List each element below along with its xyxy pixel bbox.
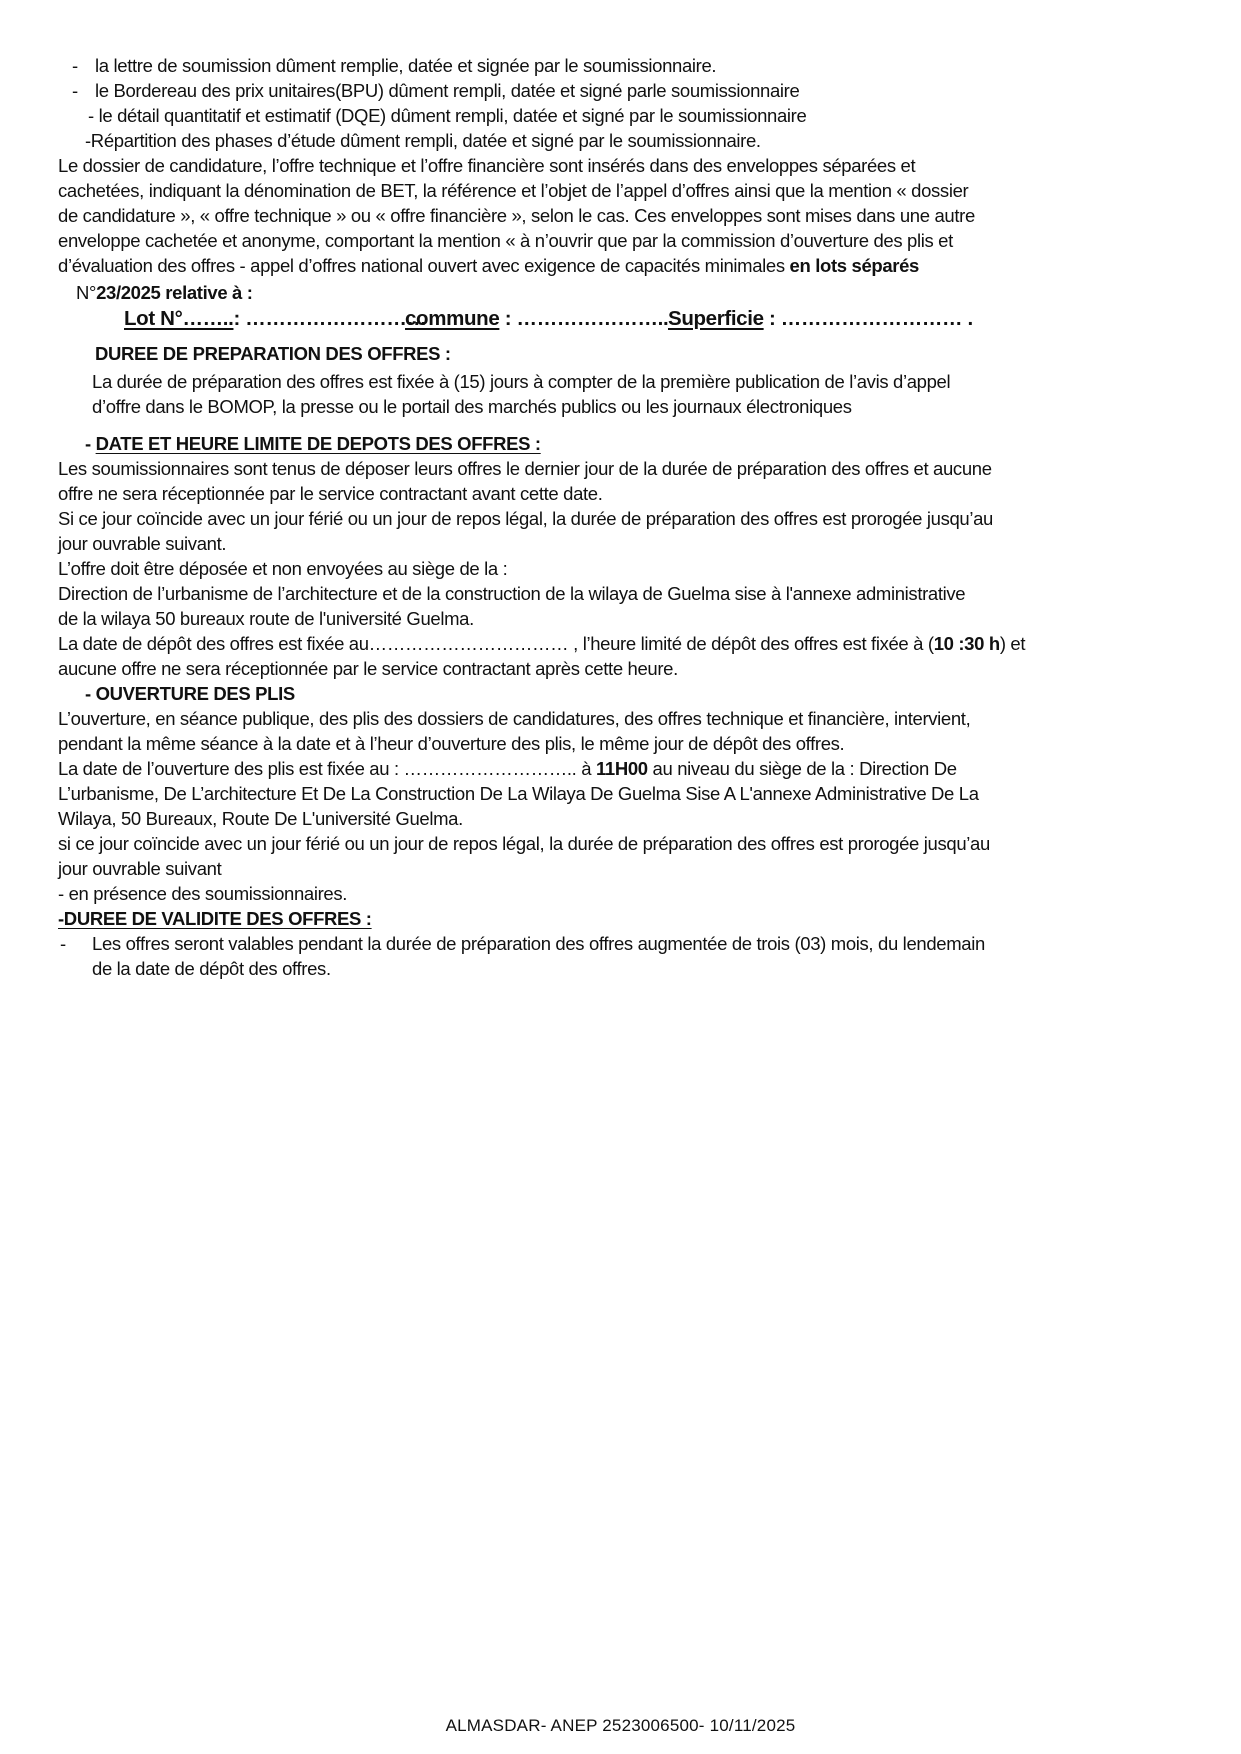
ref-prefix: N° (76, 282, 97, 303)
paragraph-line: enveloppe cachetée et anonyme, comportant la mention « à n’ouvrir que par la commission d’ouverture des plis et (58, 230, 953, 251)
list-item-text: la lettre de soumission dûment remplie, datée et signée par le soumissionnaire. (95, 55, 717, 76)
reference-number: 23/2025 relative à : (96, 282, 253, 303)
lot-field: : ……………………… (233, 307, 427, 330)
paragraph-line: de la date de dépôt des offres. (92, 958, 331, 979)
paragraph-text: au niveau du siège de la : Direction De (647, 758, 957, 779)
paragraph-line: d’offre dans le BOMOP, la presse ou le portail des marchés publics ou les journaux électroniques (92, 396, 852, 417)
paragraph-line: Les offres seront valables pendant la durée de préparation des offres augmentée de trois (03) mois, du lendemain (92, 933, 985, 954)
paragraph-line: - en présence des soumissionnaires. (58, 883, 348, 904)
paragraph-line: Le dossier de candidature, l’offre technique et l’offre financière sont insérés dans des enveloppes séparées et (58, 155, 916, 176)
paragraph-line: Wilaya, 50 Bureaux, Route De L'université Guelma. (58, 808, 463, 829)
section-heading: DUREE DE PREPARATION DES OFFRES : (95, 343, 451, 364)
superficie-label: Superficie (668, 307, 764, 330)
paragraph-line: si ce jour coïncide avec un jour férié ou un jour de repos légal, la durée de préparation des offres est prorogée jusqu’au (58, 833, 990, 854)
opening-date-text: La date de l’ouverture des plis est fixée au : ……………………….. à (58, 758, 596, 779)
paragraph-line: de candidature », « offre technique » ou « offre financière », selon le cas. Ces enveloppes sont mises dans une autre (58, 205, 975, 226)
list-item (72, 53, 717, 79)
list-item: -Répartition des phases d’étude dûment rempli, datée et signé par le soumissionnaire. (85, 130, 761, 151)
paragraph-line: L’urbanisme, De L’architecture Et De La Construction De La Wilaya De Guelma Sise A L'annexe Administrative De La (58, 783, 979, 804)
paragraph-line: Les soumissionnaires sont tenus de déposer leurs offres le dernier jour de la durée de préparation des offres et aucune (58, 458, 992, 479)
lot-label: Lot N°…….. (124, 307, 234, 330)
paragraph-line (58, 756, 957, 782)
paragraph-line: jour ouvrable suivant (58, 858, 222, 879)
list-item: - le détail quantitatif et estimatif (DQE) dûment rempli, datée et signé par le soumissionnaire (88, 105, 807, 126)
list-item (72, 78, 800, 104)
superficie-field: : ……………………… . (763, 307, 973, 330)
deposit-date-text: La date de dépôt des offres est fixée au…………………………… , l’heure limité de dépôt des offres est fixée à ( (58, 633, 934, 654)
bullet: - (60, 933, 66, 954)
paragraph-text: d’évaluation des offres - appel d’offres national ouvert avec exigence de capacités minimales (58, 255, 790, 276)
section-heading (85, 431, 541, 457)
section-heading: - OUVERTURE DES PLIS (85, 683, 295, 704)
paragraph-line: de la wilaya 50 bureaux route de l'université Guelma. (58, 608, 474, 629)
paragraph-line: cachetées, indiquant la dénomination de BET, la référence et l’objet de l’appel d’offres ainsi que la mention « dossier (58, 180, 969, 201)
deposit-time: 10 :30 h (933, 633, 1000, 654)
paragraph-line: L’offre doit être déposée et non envoyées au siège de la : (58, 558, 508, 579)
paragraph-line: pendant la même séance à la date et à l’heur d’ouverture des plis, le même jour de dépôt des offres. (58, 733, 845, 754)
bullet: - (72, 55, 78, 76)
bullet: - (72, 80, 78, 101)
lots-emphasis: en lots séparés (789, 255, 920, 276)
paragraph-line (58, 631, 1025, 657)
commune-label: commune (405, 307, 500, 330)
list-item-text: le Bordereau des prix unitaires(BPU) dûment rempli, datée et signé parle soumissionnaire (95, 80, 800, 101)
section-heading: -DUREE DE VALIDITE DES OFFRES : (58, 908, 372, 929)
paragraph-line: jour ouvrable suivant. (58, 533, 227, 554)
paragraph-line: Direction de l’urbanisme de l’architecture et de la construction de la wilaya de Guelma sise à l'annexe administrative (58, 583, 966, 604)
page-footer: ALMASDAR- ANEP 2523006500- 10/11/2025 (445, 1716, 796, 1735)
commune-field: : ………………….. (499, 307, 669, 330)
heading-text: DATE ET HEURE LIMITE DE DEPOTS DES OFFRES : (95, 433, 541, 454)
lot-fields (124, 306, 973, 332)
paragraph-line: La durée de préparation des offres est fixée à (15) jours à compter de la première publication de l’avis d’appel (92, 371, 951, 392)
paragraph-line: offre ne sera réceptionnée par le service contractant avant cette date. (58, 483, 603, 504)
heading-dash: - (85, 433, 96, 454)
paragraph-text: ) et (999, 633, 1026, 654)
paragraph-line: Si ce jour coïncide avec un jour férié ou un jour de repos légal, la durée de préparation des offres est prorogée jusqu’au (58, 508, 993, 529)
opening-time: 11H00 (596, 758, 648, 779)
reference-line (76, 280, 253, 306)
paragraph-line: aucune offre ne sera réceptionnée par le service contractant après cette heure. (58, 658, 678, 679)
paragraph-line: L’ouverture, en séance publique, des plis des dossiers de candidatures, des offres technique et financière, intervient, (58, 708, 971, 729)
paragraph-line (58, 253, 919, 279)
